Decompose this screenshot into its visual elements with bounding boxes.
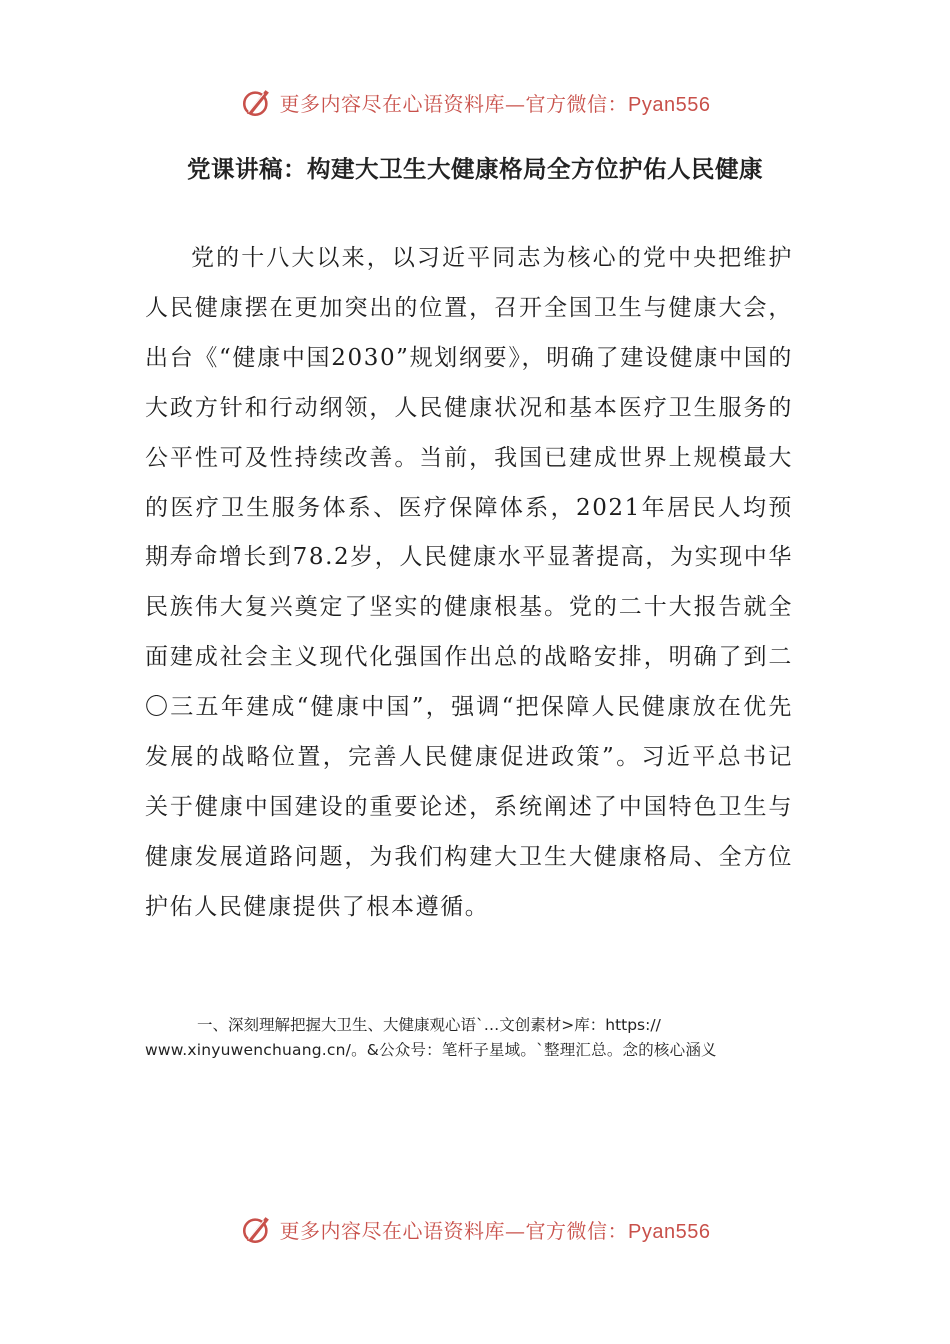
quill-pen-circle-icon	[240, 85, 274, 119]
banner-wechat-id: Pyan556	[628, 1220, 711, 1243]
document-title: 党课讲稿：构建大卫生大健康格局全方位护佑人民健康	[187, 155, 763, 183]
banner-wechat-id: Pyan556	[628, 93, 711, 116]
footer-watermark-banner	[0, 1209, 950, 1249]
body-paragraph: 党的十八大以来，以习近平同志为核心的党中央把维护人民健康摆在更加突出的位置，召开全国卫生与健康大会，出台《“健康中国2030”规划纲要》，明确了建设健康中国的大政方针和行动纲领，人民健康状况和基本医疗卫生服务的公平性可及性持续改善。当前，我国已建成世界上规模最大的医疗卫生服务体系、医疗保障体系，2021年居民人均预期寿命增长到78.2岁，人民健康水平显著提高，为实现中华民族伟大复兴奠定了坚实的健康根基。党的二十大报告就全面建成社会主义现代化强国作出总的战略安排，明确了到二〇三五年建成“健康中国”，强调“把保障人民健康放在优先发展的战略位置，完善人民健康促进政策”。习近平总书记关于健康中国建设的重要论述，系统阐述了中国特色卫生与健康发展道路问题，为我们构建大卫生大健康格局、全方位护佑人民健康提供了根本遵循。	[145, 245, 794, 920]
banner-text	[280, 1215, 711, 1244]
section-heading-footnote	[145, 1013, 795, 1063]
footnote-line-1: 一、深刻理解把握大卫生、大健康观心语`…文创素材>库：https://	[197, 1016, 661, 1034]
quill-pen-circle-icon	[240, 1212, 274, 1246]
banner-text	[280, 88, 711, 117]
banner-cn-text: 更多内容尽在心语资料库—官方微信：	[279, 1218, 629, 1243]
footnote-line-2: www.xinyuwenchuang.cn/。&公众号：笔杆子星域。`整理汇总。念的核心涵义	[145, 1041, 717, 1059]
header-watermark-banner	[0, 82, 950, 122]
banner-cn-text: 更多内容尽在心语资料库—官方微信：	[279, 91, 629, 116]
